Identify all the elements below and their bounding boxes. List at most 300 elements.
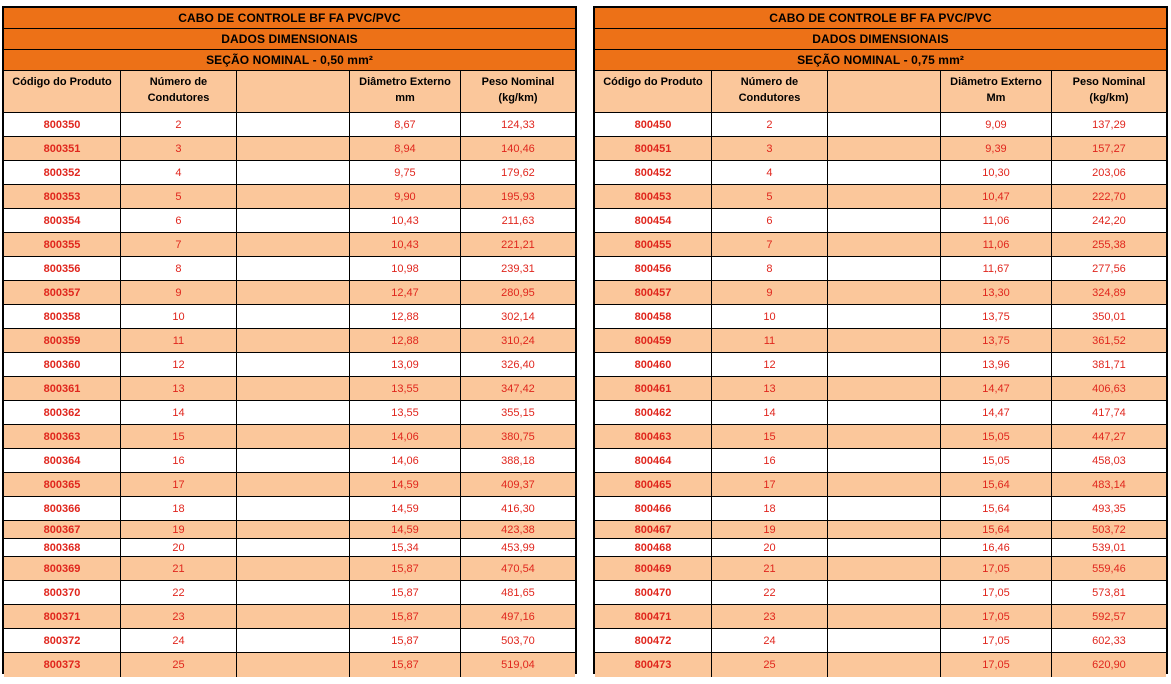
product-code-cell: 800371 bbox=[4, 605, 121, 628]
weight-cell: 179,62 bbox=[501, 166, 535, 179]
spacer-cell bbox=[828, 161, 941, 184]
spacer-cell bbox=[237, 449, 350, 472]
weight-cell: 211,63 bbox=[501, 214, 535, 227]
col-header-product-code bbox=[595, 71, 712, 112]
diameter-cell: 15,05 bbox=[941, 449, 1052, 472]
conductors-cell: 21 bbox=[121, 557, 237, 580]
diameter-cell: 13,09 bbox=[350, 353, 461, 376]
table-row bbox=[595, 353, 1166, 377]
table-row bbox=[595, 629, 1166, 653]
conductors-cell: 23 bbox=[121, 605, 237, 628]
diameter-cell: 14,47 bbox=[941, 401, 1052, 424]
table-row bbox=[4, 539, 575, 557]
product-code-cell: 800453 bbox=[595, 185, 712, 208]
conductors-cell: 7 bbox=[712, 233, 828, 256]
conductors-cell: 4 bbox=[121, 161, 237, 184]
spacer-cell bbox=[828, 257, 941, 280]
conductors-cell: 18 bbox=[712, 497, 828, 520]
col-header-line: Diâmetro Externo bbox=[359, 76, 451, 88]
product-code-cell: 800364 bbox=[4, 449, 121, 472]
table-body bbox=[595, 113, 1166, 677]
product-code-cell: 800460 bbox=[595, 353, 712, 376]
table-row bbox=[595, 209, 1166, 233]
product-code-cell: 800452 bbox=[595, 161, 712, 184]
spacer-cell bbox=[828, 581, 941, 604]
spacer-cell bbox=[237, 329, 350, 352]
spacer-cell bbox=[237, 305, 350, 328]
spacer-cell bbox=[828, 209, 941, 232]
col-header-line: Número de bbox=[740, 76, 799, 88]
spacer-cell bbox=[828, 113, 941, 136]
weight-cell: 140,46 bbox=[501, 142, 535, 155]
diameter-cell: 16,46 bbox=[941, 539, 1052, 556]
diameter-cell: 12,88 bbox=[350, 329, 461, 352]
product-code-cell: 800466 bbox=[595, 497, 712, 520]
table-row bbox=[4, 137, 575, 161]
product-code-cell: 800451 bbox=[595, 137, 712, 160]
product-code-cell: 800350 bbox=[4, 113, 121, 136]
conductors-cell: 10 bbox=[121, 305, 237, 328]
weight-cell: 326,40 bbox=[501, 358, 535, 371]
conductors-cell: 7 bbox=[121, 233, 237, 256]
col-header-product-code bbox=[4, 71, 121, 112]
spacer-cell bbox=[828, 353, 941, 376]
diameter-cell: 10,98 bbox=[350, 257, 461, 280]
col-header-line: Condutores bbox=[738, 92, 801, 104]
spacer-cell bbox=[237, 185, 350, 208]
table-row bbox=[4, 521, 575, 539]
spacer-cell bbox=[237, 605, 350, 628]
weight-cell: 458,03 bbox=[1092, 454, 1126, 467]
col-header-conductors bbox=[712, 71, 828, 112]
table-row bbox=[595, 605, 1166, 629]
table-row bbox=[595, 185, 1166, 209]
table-row bbox=[595, 539, 1166, 557]
product-code-cell: 800450 bbox=[595, 113, 712, 136]
conductors-cell: 5 bbox=[121, 185, 237, 208]
conductors-cell: 19 bbox=[712, 521, 828, 538]
table-row bbox=[4, 425, 575, 449]
weight-cell: 493,35 bbox=[1092, 502, 1126, 515]
table-row bbox=[4, 653, 575, 677]
table-row bbox=[595, 497, 1166, 521]
column-header-row bbox=[4, 71, 575, 113]
conductors-cell: 5 bbox=[712, 185, 828, 208]
diameter-cell: 17,05 bbox=[941, 605, 1052, 628]
weight-cell: 483,14 bbox=[1092, 478, 1126, 491]
weight-cell: 453,99 bbox=[501, 541, 535, 554]
product-code-cell: 800356 bbox=[4, 257, 121, 280]
conductors-cell: 21 bbox=[712, 557, 828, 580]
spacer-cell bbox=[237, 209, 350, 232]
diameter-cell: 15,34 bbox=[350, 539, 461, 556]
diameter-cell: 15,87 bbox=[350, 629, 461, 652]
weight-cell: 592,57 bbox=[1092, 610, 1126, 623]
conductors-cell: 3 bbox=[121, 137, 237, 160]
table-row bbox=[4, 449, 575, 473]
conductors-cell: 9 bbox=[121, 281, 237, 304]
diameter-cell: 9,75 bbox=[350, 161, 461, 184]
table-subtitle: DADOS DIMENSIONAIS bbox=[595, 29, 1166, 50]
spacer-cell bbox=[237, 497, 350, 520]
col-header-diameter bbox=[350, 71, 461, 112]
table-row bbox=[4, 113, 575, 137]
table-row bbox=[595, 233, 1166, 257]
weight-cell: 124,33 bbox=[501, 118, 535, 131]
spacer-cell bbox=[828, 521, 941, 538]
diameter-cell: 9,90 bbox=[350, 185, 461, 208]
product-code-cell: 800465 bbox=[595, 473, 712, 496]
conductors-cell: 6 bbox=[712, 209, 828, 232]
conductors-cell: 14 bbox=[121, 401, 237, 424]
weight-cell: 324,89 bbox=[1092, 286, 1126, 299]
weight-cell: 361,52 bbox=[1092, 334, 1126, 347]
product-code-cell: 800368 bbox=[4, 539, 121, 556]
weight-cell: 573,81 bbox=[1092, 586, 1126, 599]
conductors-cell: 22 bbox=[712, 581, 828, 604]
product-code-cell: 800359 bbox=[4, 329, 121, 352]
conductors-cell: 11 bbox=[121, 329, 237, 352]
conductors-cell: 20 bbox=[712, 539, 828, 556]
conductors-cell: 2 bbox=[121, 113, 237, 136]
col-header-line: (kg/km) bbox=[498, 92, 538, 104]
weight-cell: 497,16 bbox=[501, 610, 535, 623]
product-code-cell: 800361 bbox=[4, 377, 121, 400]
table-row bbox=[595, 401, 1166, 425]
weight-cell: 539,01 bbox=[1092, 541, 1126, 554]
weight-cell: 481,65 bbox=[501, 586, 535, 599]
col-header-diameter bbox=[941, 71, 1052, 112]
spacer-cell bbox=[237, 629, 350, 652]
product-code-cell: 800454 bbox=[595, 209, 712, 232]
diameter-cell: 12,88 bbox=[350, 305, 461, 328]
table-row bbox=[4, 209, 575, 233]
spacer-cell bbox=[828, 653, 941, 677]
conductors-cell: 13 bbox=[712, 377, 828, 400]
diameter-cell: 15,87 bbox=[350, 557, 461, 580]
conductors-cell: 18 bbox=[121, 497, 237, 520]
diameter-cell: 13,55 bbox=[350, 401, 461, 424]
dimensional-table-050 bbox=[2, 6, 577, 674]
conductors-cell: 25 bbox=[121, 653, 237, 677]
table-row bbox=[4, 473, 575, 497]
conductors-cell: 20 bbox=[121, 539, 237, 556]
diameter-cell: 10,30 bbox=[941, 161, 1052, 184]
weight-cell: 355,15 bbox=[501, 406, 535, 419]
diameter-cell: 17,05 bbox=[941, 653, 1052, 677]
table-row bbox=[595, 557, 1166, 581]
section-header: SEÇÃO NOMINAL - 0,75 mm² bbox=[595, 50, 1166, 71]
spacer-cell bbox=[237, 257, 350, 280]
table-row bbox=[595, 653, 1166, 677]
product-code-cell: 800467 bbox=[595, 521, 712, 538]
conductors-cell: 3 bbox=[712, 137, 828, 160]
diameter-cell: 13,75 bbox=[941, 305, 1052, 328]
table-row bbox=[4, 185, 575, 209]
product-code-cell: 800357 bbox=[4, 281, 121, 304]
diameter-cell: 15,87 bbox=[350, 605, 461, 628]
diameter-cell: 10,47 bbox=[941, 185, 1052, 208]
product-code-cell: 800352 bbox=[4, 161, 121, 184]
product-code-cell: 800372 bbox=[4, 629, 121, 652]
spacer-cell bbox=[828, 281, 941, 304]
spacer-cell bbox=[828, 377, 941, 400]
product-code-cell: 800469 bbox=[595, 557, 712, 580]
conductors-cell: 17 bbox=[712, 473, 828, 496]
diameter-cell: 10,43 bbox=[350, 209, 461, 232]
product-code-cell: 800473 bbox=[595, 653, 712, 677]
conductors-cell: 24 bbox=[121, 629, 237, 652]
spacer-cell bbox=[237, 137, 350, 160]
col-header-line: Mm bbox=[986, 92, 1006, 104]
table-row bbox=[595, 449, 1166, 473]
conductors-cell: 13 bbox=[121, 377, 237, 400]
weight-cell: 137,29 bbox=[1092, 118, 1126, 131]
weight-cell: 406,63 bbox=[1092, 382, 1126, 395]
conductors-cell: 8 bbox=[712, 257, 828, 280]
col-header-line: (kg/km) bbox=[1089, 92, 1129, 104]
table-row bbox=[595, 581, 1166, 605]
product-code-cell: 800463 bbox=[595, 425, 712, 448]
table-row bbox=[4, 629, 575, 653]
weight-cell: 519,04 bbox=[501, 659, 535, 671]
conductors-cell: 23 bbox=[712, 605, 828, 628]
diameter-cell: 15,64 bbox=[941, 473, 1052, 496]
spacer-cell bbox=[828, 605, 941, 628]
table-row bbox=[595, 257, 1166, 281]
diameter-cell: 15,87 bbox=[350, 653, 461, 677]
weight-cell: 503,72 bbox=[1092, 523, 1126, 536]
product-code-cell: 800455 bbox=[595, 233, 712, 256]
weight-cell: 195,93 bbox=[501, 190, 535, 203]
product-code-cell: 800472 bbox=[595, 629, 712, 652]
spacer-cell bbox=[828, 449, 941, 472]
product-code-cell: 800459 bbox=[595, 329, 712, 352]
diameter-cell: 15,87 bbox=[350, 581, 461, 604]
table-row bbox=[4, 377, 575, 401]
col-header-weight bbox=[1052, 71, 1166, 112]
diameter-cell: 8,94 bbox=[350, 137, 461, 160]
weight-cell: 222,70 bbox=[1092, 190, 1126, 203]
spacer-cell bbox=[828, 137, 941, 160]
weight-cell: 221,21 bbox=[501, 238, 535, 251]
diameter-cell: 14,06 bbox=[350, 425, 461, 448]
diameter-cell: 15,64 bbox=[941, 497, 1052, 520]
table-row bbox=[4, 257, 575, 281]
conductors-cell: 16 bbox=[712, 449, 828, 472]
table-row bbox=[595, 425, 1166, 449]
conductors-cell: 19 bbox=[121, 521, 237, 538]
product-code-cell: 800369 bbox=[4, 557, 121, 580]
conductors-cell: 15 bbox=[121, 425, 237, 448]
conductors-cell: 9 bbox=[712, 281, 828, 304]
spacer-cell bbox=[237, 401, 350, 424]
table-row bbox=[4, 605, 575, 629]
conductors-cell: 11 bbox=[712, 329, 828, 352]
table-row bbox=[4, 497, 575, 521]
spacer-cell bbox=[828, 329, 941, 352]
diameter-cell: 17,05 bbox=[941, 557, 1052, 580]
spacer-cell bbox=[237, 521, 350, 538]
weight-cell: 203,06 bbox=[1092, 166, 1126, 179]
conductors-cell: 25 bbox=[712, 653, 828, 677]
weight-cell: 602,33 bbox=[1092, 634, 1126, 647]
col-header-spacer bbox=[237, 71, 350, 112]
diameter-cell: 13,30 bbox=[941, 281, 1052, 304]
spacer-cell bbox=[237, 161, 350, 184]
weight-cell: 423,38 bbox=[501, 523, 535, 536]
table-row bbox=[4, 353, 575, 377]
diameter-cell: 11,06 bbox=[941, 233, 1052, 256]
table-row bbox=[4, 557, 575, 581]
col-header-line: Condutores bbox=[147, 92, 210, 104]
conductors-cell: 10 bbox=[712, 305, 828, 328]
weight-cell: 350,01 bbox=[1092, 310, 1126, 323]
col-header-line: Código do Produto bbox=[12, 76, 112, 88]
spacer-cell bbox=[237, 581, 350, 604]
weight-cell: 409,37 bbox=[501, 478, 535, 491]
spacer-cell bbox=[237, 233, 350, 256]
col-header-line: Peso Nominal bbox=[481, 76, 555, 88]
table-row bbox=[4, 305, 575, 329]
conductors-cell: 14 bbox=[712, 401, 828, 424]
diameter-cell: 13,75 bbox=[941, 329, 1052, 352]
table-row bbox=[595, 161, 1166, 185]
weight-cell: 503,70 bbox=[501, 634, 535, 647]
product-code-cell: 800468 bbox=[595, 539, 712, 556]
diameter-cell: 17,05 bbox=[941, 581, 1052, 604]
spacer-cell bbox=[237, 353, 350, 376]
spacer-cell bbox=[828, 305, 941, 328]
product-code-cell: 800363 bbox=[4, 425, 121, 448]
diameter-cell: 17,05 bbox=[941, 629, 1052, 652]
diameter-cell: 13,55 bbox=[350, 377, 461, 400]
spacer-cell bbox=[237, 473, 350, 496]
diameter-cell: 14,59 bbox=[350, 521, 461, 538]
product-code-cell: 800365 bbox=[4, 473, 121, 496]
product-code-cell: 800464 bbox=[595, 449, 712, 472]
col-header-line: Número de bbox=[149, 76, 208, 88]
spacer-cell bbox=[828, 497, 941, 520]
section-header: SEÇÃO NOMINAL - 0,50 mm² bbox=[4, 50, 575, 71]
spacer-cell bbox=[828, 473, 941, 496]
conductors-cell: 2 bbox=[712, 113, 828, 136]
weight-cell: 620,90 bbox=[1092, 659, 1126, 671]
table-row bbox=[595, 377, 1166, 401]
col-header-weight bbox=[461, 71, 575, 112]
diameter-cell: 9,09 bbox=[941, 113, 1052, 136]
conductors-cell: 6 bbox=[121, 209, 237, 232]
table-row bbox=[595, 329, 1166, 353]
product-code-cell: 800471 bbox=[595, 605, 712, 628]
col-header-line: Código do Produto bbox=[603, 76, 703, 88]
table-subtitle: DADOS DIMENSIONAIS bbox=[4, 29, 575, 50]
spacer-cell bbox=[237, 653, 350, 677]
table-row bbox=[595, 305, 1166, 329]
conductors-cell: 4 bbox=[712, 161, 828, 184]
product-code-cell: 800351 bbox=[4, 137, 121, 160]
col-header-spacer bbox=[828, 71, 941, 112]
table-row bbox=[4, 401, 575, 425]
spacer-cell bbox=[828, 539, 941, 556]
product-code-cell: 800457 bbox=[595, 281, 712, 304]
column-header-row bbox=[595, 71, 1166, 113]
diameter-cell: 8,67 bbox=[350, 113, 461, 136]
weight-cell: 157,27 bbox=[1092, 142, 1126, 155]
weight-cell: 417,74 bbox=[1092, 406, 1126, 419]
conductors-cell: 16 bbox=[121, 449, 237, 472]
table-row bbox=[4, 581, 575, 605]
weight-cell: 277,56 bbox=[1092, 262, 1126, 275]
product-code-cell: 800355 bbox=[4, 233, 121, 256]
product-code-cell: 800370 bbox=[4, 581, 121, 604]
spacer-cell bbox=[828, 557, 941, 580]
diameter-cell: 14,59 bbox=[350, 473, 461, 496]
table-row bbox=[4, 161, 575, 185]
diameter-cell: 15,64 bbox=[941, 521, 1052, 538]
product-code-cell: 800367 bbox=[4, 521, 121, 538]
diameter-cell: 12,47 bbox=[350, 281, 461, 304]
col-header-line: mm bbox=[395, 92, 415, 104]
table-body bbox=[4, 113, 575, 677]
spacer-cell bbox=[237, 425, 350, 448]
col-header-line: Peso Nominal bbox=[1072, 76, 1146, 88]
product-code-cell: 800366 bbox=[4, 497, 121, 520]
diameter-cell: 14,59 bbox=[350, 497, 461, 520]
diameter-cell: 13,96 bbox=[941, 353, 1052, 376]
product-code-cell: 800470 bbox=[595, 581, 712, 604]
table-row bbox=[4, 233, 575, 257]
diameter-cell: 9,39 bbox=[941, 137, 1052, 160]
table-title: CABO DE CONTROLE BF FA PVC/PVC bbox=[595, 8, 1166, 29]
weight-cell: 559,46 bbox=[1092, 562, 1126, 575]
conductors-cell: 12 bbox=[121, 353, 237, 376]
weight-cell: 416,30 bbox=[501, 502, 535, 515]
spacer-cell bbox=[828, 629, 941, 652]
conductors-cell: 22 bbox=[121, 581, 237, 604]
diameter-cell: 10,43 bbox=[350, 233, 461, 256]
weight-cell: 280,95 bbox=[501, 286, 535, 299]
diameter-cell: 11,67 bbox=[941, 257, 1052, 280]
table-row bbox=[4, 281, 575, 305]
conductors-cell: 12 bbox=[712, 353, 828, 376]
spacer-cell bbox=[237, 113, 350, 136]
dimensional-table-075 bbox=[593, 6, 1168, 674]
weight-cell: 239,31 bbox=[501, 262, 535, 275]
conductors-cell: 17 bbox=[121, 473, 237, 496]
weight-cell: 302,14 bbox=[501, 310, 535, 323]
table-row bbox=[595, 521, 1166, 539]
spacer-cell bbox=[237, 539, 350, 556]
weight-cell: 380,75 bbox=[501, 430, 535, 443]
spacer-cell bbox=[828, 185, 941, 208]
conductors-cell: 24 bbox=[712, 629, 828, 652]
conductors-cell: 15 bbox=[712, 425, 828, 448]
weight-cell: 347,42 bbox=[501, 382, 535, 395]
weight-cell: 381,71 bbox=[1092, 358, 1126, 371]
product-code-cell: 800354 bbox=[4, 209, 121, 232]
product-code-cell: 800462 bbox=[595, 401, 712, 424]
product-code-cell: 800458 bbox=[595, 305, 712, 328]
weight-cell: 242,20 bbox=[1092, 214, 1126, 227]
product-code-cell: 800461 bbox=[595, 377, 712, 400]
spacer-cell bbox=[828, 233, 941, 256]
diameter-cell: 11,06 bbox=[941, 209, 1052, 232]
spacer-cell bbox=[237, 557, 350, 580]
weight-cell: 388,18 bbox=[501, 454, 535, 467]
col-header-line: Diâmetro Externo bbox=[950, 76, 1042, 88]
diameter-cell: 15,05 bbox=[941, 425, 1052, 448]
